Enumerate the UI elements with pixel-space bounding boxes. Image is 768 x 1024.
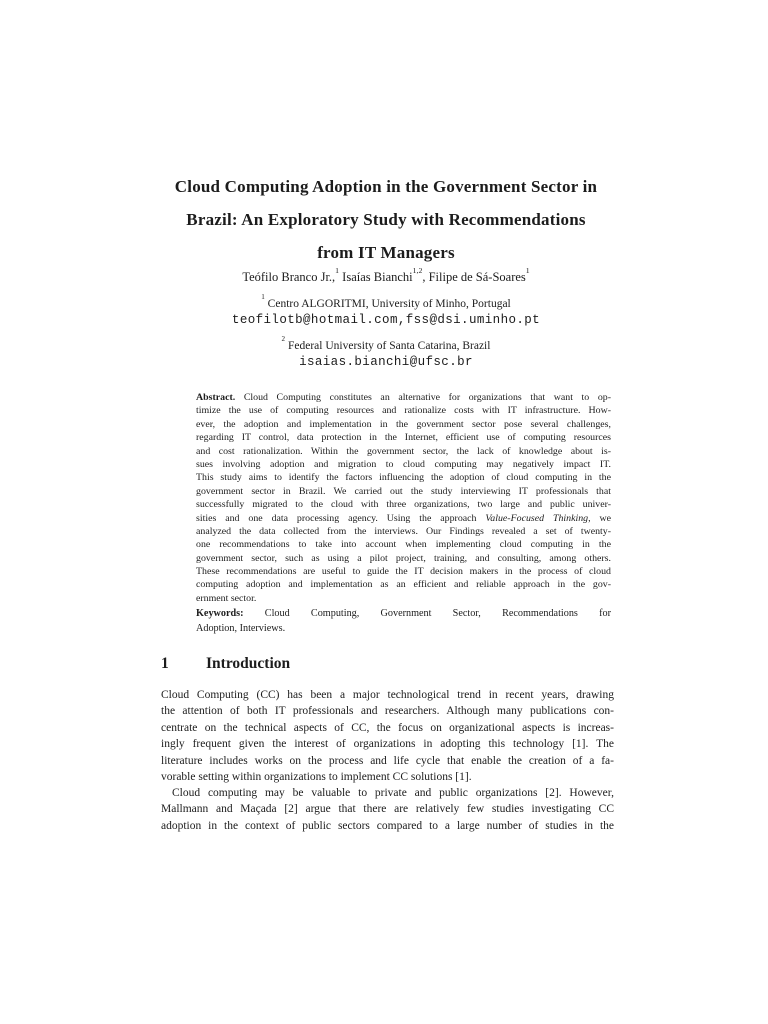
affiliation-1-marker: 1 <box>261 293 265 302</box>
body-line: the attention of both IT professionals and researchers. Although many publications con- <box>161 705 614 718</box>
author-3-affiliation-marker: 1 <box>525 265 530 275</box>
keywords-line: Adoption, Interviews. <box>196 622 286 634</box>
section-heading-introduction <box>161 654 614 674</box>
body-line: adoption in the context of public sectors compared to a large number of studies in the <box>161 819 614 832</box>
abstract-line: sues involving adoption and migration to cloud computing may negatively impact IT. <box>196 458 611 470</box>
abstract-line: This study aims to identify the factors influencing the adoption of cloud computing in the <box>196 472 611 484</box>
affiliation-2 <box>126 335 646 354</box>
abstract-line-text: Cloud Computing constitutes an alternative for organizations that want to op- <box>235 392 611 403</box>
abstract-label: Abstract. <box>196 392 236 403</box>
section-title: Introduction <box>206 655 291 672</box>
abstract-line: and cost rationalization. Within the government sector, the lack of knowledge about is- <box>196 445 611 457</box>
body-line: Mallmann and Maçada [2] argue that there are relatively few studies investigating CC <box>161 803 614 816</box>
abstract-line-text: sities and one data processing agency. Using the approach <box>196 512 486 524</box>
abstract-line: ernment sector. <box>196 592 257 604</box>
abstract-line: analyzed the data collected from the interviews. Our Findings revealed a set of twenty- <box>196 525 611 537</box>
abstract-line: government sector, such as using a pilot project, training, and consulting, among others. <box>196 552 611 564</box>
keywords-block <box>196 607 611 636</box>
abstract-line: regarding IT control, data protection in the Internet, efficient use of computing resources <box>196 432 611 444</box>
title-line-2: Brazil: An Exploratory Study with Recommendations <box>186 210 586 229</box>
author-2-affiliation-marker: 1,2 <box>412 265 423 275</box>
abstract-line: ever, the adoption and implementation in the government sector pose several challenges, <box>196 418 611 430</box>
intro-paragraph-2 <box>161 785 614 834</box>
abstract-line: one recommendations to take into account when implementing cloud computing in the <box>196 539 611 551</box>
affiliation-2-marker: 2 <box>281 335 286 344</box>
abstract-line <box>196 391 611 404</box>
body-line: ingly frequent given the interest of organizations in adopting this technology [1]. The <box>161 738 614 751</box>
title-line-3: from IT Managers <box>317 243 455 262</box>
abstract-line: computing adoption and implementation as an efficient and reliable approach in the gov- <box>196 579 611 591</box>
body-line: vorable setting within organizations to implement CC solutions [1]. <box>161 770 472 783</box>
keywords-label: Keywords: <box>196 608 244 619</box>
abstract-line-text: , we <box>588 512 611 524</box>
paper-title <box>126 170 646 269</box>
abstract-line: These recommendations are useful to guide the IT decision makers in the process of cloud <box>196 566 611 578</box>
abstract-line: government sector in Brazil. We carried out the study interviewing IT professionals that <box>196 485 611 497</box>
abstract-block <box>196 391 611 605</box>
abstract-line: successfully migrated to the cloud with three organizations, two large and public univer- <box>196 499 611 511</box>
author-1-affiliation-marker: 1 <box>335 265 340 275</box>
body-line: literature includes works on the process and life cycle that enable the creation of a fa- <box>161 754 614 767</box>
body-line: Cloud Computing (CC) has been a major technological trend in recent years, drawing <box>161 689 614 701</box>
author-2: Isaías Bianchi <box>342 270 413 284</box>
body-line: Cloud computing may be valuable to private and public organizations [2]. However, <box>172 787 614 799</box>
keywords-line <box>196 607 611 622</box>
title-line-1: Cloud Computing Adoption in the Government Sector in <box>174 177 598 196</box>
affiliation-1-emails: teofilotb@hotmail.com,fss@dsi.uminho.pt <box>231 313 541 327</box>
intro-paragraph-1 <box>161 687 614 785</box>
affiliation-2-name: Federal University of Santa Catarina, Brazil <box>287 340 491 352</box>
affiliation-1 <box>126 293 646 312</box>
abstract-line <box>196 512 611 525</box>
affiliation-1-name: Centro ALGORITMI, University of Minho, Portugal <box>267 298 511 310</box>
body-line: centrate on the technical aspects of CC, the focus on organizational aspects is increas- <box>161 721 614 734</box>
author-1: Teófilo Branco Jr., <box>242 270 336 284</box>
author-3: , Filipe de Sá-Soares <box>422 270 526 284</box>
authors-line <box>126 265 646 286</box>
abstract-line: timize the use of computing resources and rationalize costs with IT infrastructure. How- <box>196 405 611 417</box>
affiliation-2-email: isaias.bianchi@ufsc.br <box>299 355 473 369</box>
keywords-line-text: Cloud Computing, Government Sector, Recommendations for <box>243 608 611 619</box>
section-number: 1 <box>161 655 169 672</box>
abstract-italic-phrase: Value-Focused Thinking <box>485 512 589 524</box>
